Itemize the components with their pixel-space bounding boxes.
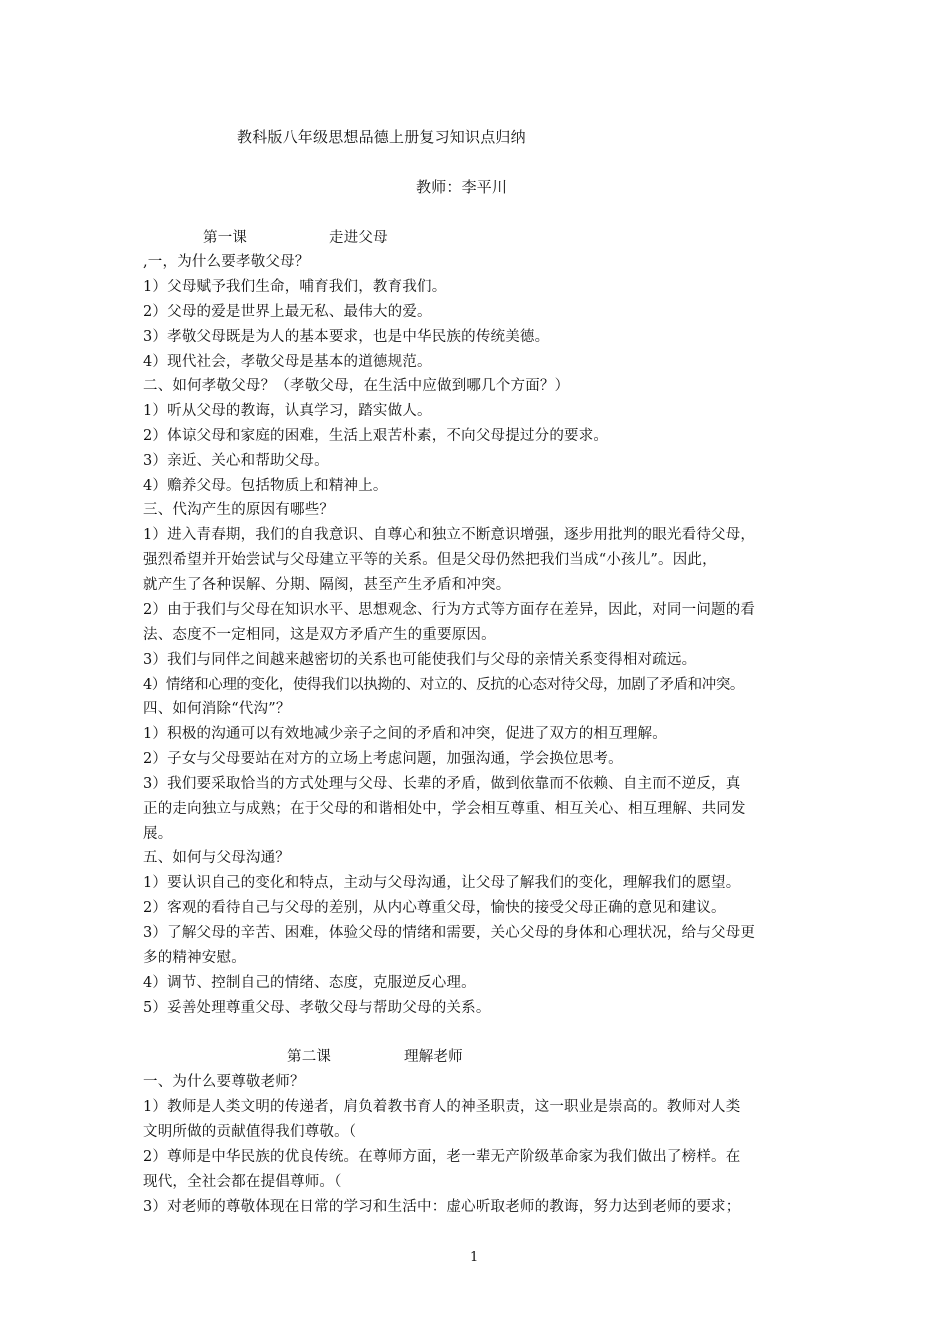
lesson1-q5-line: 1）要认识自己的变化和特点，主动与父母沟通，让父母了解我们的变化，理解我们的愿望。: [143, 875, 741, 891]
lesson1-q5-line: 2）客观的看待自己与父母的差别，从内心尊重父母，愉快的接受父母正确的意见和建议。: [143, 900, 726, 916]
lesson1-q4-line: 正的走向独立与成熟；在于父母的和谐相处中，学会相互尊重、相互关心、相互理解、共同发: [143, 801, 746, 817]
lesson1-q5-line: 5）妥善处理尊重父母、孝敬父母与帮助父母的关系。: [143, 1000, 491, 1016]
lesson1-q1-item: 4）现代社会，孝敬父母是基本的道德规范。: [143, 354, 432, 370]
lesson1-q3-line: 4）情绪和心理的变化，使得我们以执拗的、对立的、反抗的心态对待父母，加剧了矛盾和冲突。: [143, 677, 745, 693]
page-number: 1: [470, 1250, 479, 1265]
lesson1-q5-line: 3）了解父母的辛苦、困难，体验父母的情绪和需要，关心父母的身体和心理状况，给与父母更: [143, 925, 756, 941]
lesson1-q2-item: 1）听从父母的教诲，认真学习，踏实做人。: [143, 403, 432, 419]
lesson1-q4-line: 1）积极的沟通可以有效地减少亲子之间的矛盾和冲突，促进了双方的相互理解。: [143, 726, 667, 742]
lesson2-q1-line: 文明所做的贡献值得我们尊敬。（: [143, 1124, 357, 1140]
lesson1-q1-item: 1）父母赋予我们生命，哺育我们，教育我们。: [143, 279, 447, 295]
lesson1-q5-line: 4）调节、控制自己的情绪、态度，克服逆反心理。: [143, 975, 476, 991]
lesson1-q1-heading: ,一，为什么要孝敬父母？: [143, 254, 310, 270]
lesson1-q4-heading: 四、如何消除“代沟”？: [143, 701, 291, 717]
lesson1-q5-heading: 五、如何与父母沟通？: [143, 850, 290, 866]
lesson1-q3-line: 3）我们与同伴之间越来越密切的关系也可能使我们与父母的亲情关系变得相对疏远。: [143, 652, 697, 668]
lesson1-q3-line: 2）由于我们与父母在知识水平、思想观念、行为方式等方面存在差异，因此，对同一问题的看: [143, 602, 756, 618]
lesson1-q3-line: 1）进入青春期，我们的自我意识、自尊心和独立不断意识增强，逐步用批判的眼光看待父母，: [143, 527, 756, 543]
lesson1-q2-item: 4）赡养父母。包括物质上和精神上。: [143, 478, 388, 494]
lesson1-q3-line: 法、态度不一定相同，这是双方矛盾产生的重要原因。: [143, 627, 496, 643]
lesson1-q3-line: 强烈希望并开始尝试与父母建立平等的关系。但是父母仍然把我们当成“小孩儿”。因此，: [143, 552, 717, 568]
lesson2-q1-line: 现代，全社会都在提倡尊师。（: [143, 1174, 342, 1190]
lesson1-q2-item: 2）体谅父母和家庭的困难，生活上艰苦朴素，不向父母提过分的要求。: [143, 428, 609, 444]
teacher-name: 教师：李平川: [416, 178, 508, 196]
lesson1-q1-item: 2）父母的爱是世界上最无私、最伟大的爱。: [143, 304, 432, 320]
lesson1-name: 走进父母: [329, 230, 388, 246]
lesson1-q3-heading: 三、代沟产生的原因有哪些？: [143, 502, 335, 518]
lesson1-q5-line: 多的精神安慰。: [143, 950, 246, 966]
lesson1-q4-line: 展。: [143, 826, 173, 842]
lesson1-q4-line: 3）我们要采取恰当的方式处理与父母、长辈的矛盾，做到依靠而不依赖、自主而不逆反，真: [143, 776, 741, 792]
lesson1-q2-heading: 二、如何孝敬父母？（孝敬父母，在生活中应做到哪几个方面？）: [143, 378, 570, 394]
lesson2-label: 第二课: [287, 1049, 332, 1065]
lesson1-q3-line: 就产生了各种误解、分期、隔阂，甚至产生矛盾和冲突。: [143, 577, 511, 593]
lesson1-q4-line: 2）子女与父母要站在对方的立场上考虑问题，加强沟通，学会换位思考。: [143, 751, 623, 767]
lesson2-q1-line: 3）对老师的尊敬体现在日常的学习和生活中：虚心听取老师的教诲，努力达到老师的要求；: [143, 1199, 741, 1215]
lesson2-q1-line: 2）尊师是中华民族的优良传统。在尊师方面，老一辈无产阶级革命家为我们做出了榜样。在: [143, 1149, 741, 1165]
lesson2-name: 理解老师: [404, 1049, 463, 1065]
lesson2-q1-line: 1）教师是人类文明的传递者，肩负着教书育人的神圣职责，这一职业是崇高的。教师对人类: [143, 1099, 741, 1115]
lesson2-q1-heading: 一、为什么要尊敬老师？: [143, 1074, 305, 1090]
lesson1-label: 第一课: [203, 230, 248, 246]
lesson1-q2-item: 3）亲近、关心和帮助父母。: [143, 453, 329, 469]
document-title: 教科版八年级思想品德上册复习知识点归纳: [237, 128, 526, 146]
lesson1-q1-item: 3）孝敬父母既是为人的基本要求，也是中华民族的传统美德。: [143, 329, 550, 345]
